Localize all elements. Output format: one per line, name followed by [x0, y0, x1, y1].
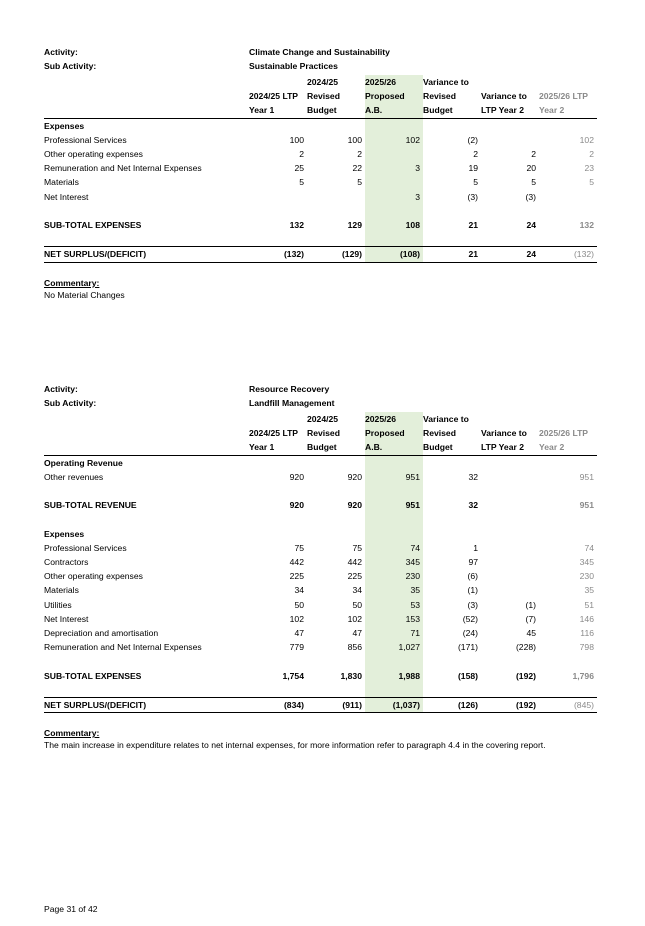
cell-value [365, 175, 423, 189]
cell-value: 951 [579, 471, 594, 482]
table-row [44, 612, 597, 626]
cell-value: 132 [579, 220, 594, 231]
cell-value [481, 498, 539, 512]
header-row-1 [44, 75, 597, 89]
cell-value: 21 [423, 247, 481, 262]
cell-value: (24) [462, 628, 478, 639]
activity-row [44, 47, 597, 61]
table-row [44, 598, 597, 612]
cell-value: 75 [294, 542, 304, 553]
row-label: SUB-TOTAL EXPENSES [44, 220, 142, 231]
col-header-l3: LTP Year 2 [481, 103, 539, 118]
row-label: Remuneration and Net Internal Expenses [44, 163, 202, 174]
cell-value: 97 [468, 557, 478, 567]
spacer-row [44, 232, 597, 247]
row-label: SUB-TOTAL EXPENSES [44, 670, 142, 681]
cell-value: 24 [481, 247, 539, 262]
col-header-l2: 2025/26 LTP [539, 91, 589, 102]
cell-value: (911) [307, 698, 365, 713]
header-row-3 [44, 103, 597, 118]
cell-value: 102 [579, 134, 594, 145]
activity-value: Climate Change and Sustainability [249, 47, 390, 57]
col-header-l3: Year 1 [249, 103, 307, 118]
cell-value: 3 [365, 190, 423, 204]
col-header-l3: Budget [423, 103, 481, 118]
cell-value: 20 [526, 163, 536, 174]
col-header-l2: 2024/25 LTP [249, 428, 299, 439]
cell-value: 146 [579, 613, 594, 624]
expenses-heading: Expenses [44, 120, 85, 131]
cell-value [481, 555, 539, 569]
cell-value: 225 [289, 571, 304, 582]
cell-value: 102 [289, 613, 304, 624]
table-row [44, 640, 597, 654]
cell-value: 230 [365, 569, 423, 583]
cell-value: 798 [579, 642, 594, 653]
row-label: Professional Services [44, 134, 127, 145]
activity-row [44, 384, 597, 398]
cell-value [481, 541, 539, 555]
cell-value: 22 [352, 163, 362, 174]
table-row [44, 133, 597, 147]
cell-value: 2 [531, 149, 536, 160]
cell-value: 47 [352, 628, 362, 639]
cell-value: 34 [294, 585, 304, 596]
cell-value: 19 [468, 163, 478, 174]
col-header-l2: 2025/26 LTP [539, 428, 589, 439]
cell-value: 1,988 [365, 669, 423, 683]
cell-value: 5 [357, 177, 362, 188]
budget-table [44, 75, 597, 263]
cell-value: (3) [467, 599, 478, 610]
row-label: NET SURPLUS/(DEFICIT) [44, 247, 249, 262]
cell-value: (171) [457, 642, 478, 653]
col-header-l1 [249, 412, 307, 426]
col-header-l3: A.B. [365, 103, 423, 118]
col-header-l2: Revised [423, 428, 456, 439]
cell-value: (3) [467, 191, 478, 202]
cell-value: 32 [468, 500, 478, 511]
cell-value: 102 [365, 133, 423, 147]
spacer-row [44, 484, 597, 498]
cell-value: 35 [584, 585, 594, 596]
activity-label: Activity: [44, 47, 78, 57]
cell-value: 2 [357, 149, 362, 160]
cell-value: 53 [365, 598, 423, 612]
header-row-2 [44, 89, 597, 103]
cell-value: 116 [580, 628, 594, 639]
expense-rows [44, 133, 597, 204]
spacer-row [44, 512, 597, 526]
row-label: Utilities [44, 599, 72, 610]
row-label: Other revenues [44, 471, 104, 482]
col-header-l3: Budget [423, 440, 481, 455]
cell-value: 45 [526, 628, 536, 639]
expenses-heading-row [44, 118, 597, 133]
row-label: Other operating expenses [44, 571, 143, 582]
row-label: Depreciation and amortisation [44, 628, 159, 639]
cell-value [481, 133, 539, 147]
section-sustainable-practices [44, 47, 597, 300]
row-label: Net Interest [44, 191, 89, 202]
cell-value: (7) [525, 613, 536, 624]
cell-value: 24 [526, 220, 536, 231]
commentary-title: Commentary: [44, 728, 100, 739]
cell-value: (3) [525, 191, 536, 202]
cell-value: 100 [347, 134, 362, 145]
cell-value: (1) [467, 585, 478, 596]
cell-value: (834) [249, 698, 307, 713]
row-label: Other operating expenses [44, 149, 143, 160]
cell-value: 442 [347, 557, 362, 567]
cell-value: 2 [589, 149, 594, 160]
col-header-l3: LTP Year 2 [481, 440, 539, 455]
row-label: Professional Services [44, 542, 127, 553]
cell-value: (192) [481, 698, 539, 713]
cell-value: 75 [352, 542, 362, 553]
cell-value: 1,754 [282, 670, 304, 681]
cell-value: (1,037) [365, 698, 423, 713]
cell-value: 153 [365, 612, 423, 626]
subactivity-row [44, 61, 597, 75]
row-label: NET SURPLUS/(DEFICIT) [44, 698, 249, 713]
cell-value: 951 [579, 500, 594, 511]
table-row [44, 555, 597, 569]
cell-value: (52) [462, 613, 478, 624]
subactivity-row [44, 398, 597, 412]
cell-value: 5 [531, 177, 536, 188]
cell-value [365, 147, 423, 161]
cell-value: 50 [294, 599, 304, 610]
col-header-l3: Year 2 [539, 440, 597, 455]
cell-value: 951 [365, 470, 423, 484]
col-header-l2: Proposed [365, 89, 423, 103]
subtotal-revenue-row [44, 498, 597, 512]
col-header-l2: Proposed [365, 426, 423, 440]
col-header-l2: 2024/25 LTP [249, 91, 299, 102]
cell-value: 132 [289, 220, 304, 231]
subtotal-expenses-row [44, 218, 597, 232]
col-header-l2: Variance to [481, 428, 527, 439]
cell-value [481, 470, 539, 484]
revenue-rows [44, 470, 597, 484]
cell-value: 2 [299, 149, 304, 160]
cell-value: 21 [468, 220, 478, 231]
cell-value: 1,027 [365, 640, 423, 654]
cell-value [481, 569, 539, 583]
header-row-1 [44, 412, 597, 426]
cell-value: 32 [468, 471, 478, 482]
cell-value: 100 [289, 134, 304, 145]
cell-value: 3 [365, 161, 423, 175]
col-header-l1 [481, 412, 539, 426]
cell-value: 23 [584, 163, 594, 174]
cell-value: (6) [467, 571, 478, 582]
cell-value: 50 [352, 599, 362, 610]
cell-value [481, 583, 539, 597]
cell-value: 920 [289, 471, 304, 482]
header-row-2 [44, 426, 597, 440]
cell-value: 1,830 [340, 670, 362, 681]
cell-value: 225 [347, 571, 362, 582]
section-landfill-management [44, 384, 597, 750]
subactivity-value: Sustainable Practices [249, 61, 338, 71]
activity-value: Resource Recovery [249, 384, 330, 394]
col-header-l3: Budget [307, 103, 365, 118]
col-header-l1: Variance to [423, 77, 469, 87]
cell-value: 920 [347, 471, 362, 482]
cell-value: 345 [579, 557, 594, 567]
expenses-heading: Expenses [44, 528, 85, 539]
expense-rows [44, 541, 597, 655]
cell-value: (158) [457, 670, 478, 681]
col-header-l1: Variance to [423, 414, 469, 424]
table-row [44, 569, 597, 583]
header-row-3 [44, 440, 597, 455]
cell-value: 5 [473, 177, 478, 188]
row-label: Contractors [44, 557, 89, 567]
col-header-l1 [539, 412, 597, 426]
cell-value: (132) [249, 247, 307, 262]
net-surplus-row [44, 698, 597, 713]
cell-value: 230 [579, 571, 594, 582]
cell-value: 129 [347, 220, 362, 231]
spacer-row [44, 654, 597, 668]
cell-value: 108 [365, 218, 423, 232]
cell-value: (845) [539, 698, 597, 713]
col-header-l1: 2024/25 [307, 77, 339, 87]
row-label: Net Interest [44, 613, 89, 624]
row-label: Materials [44, 177, 79, 188]
cell-value [249, 190, 307, 204]
cell-value: (132) [539, 247, 597, 262]
revenue-heading-row [44, 455, 597, 470]
col-header-l2: Revised [307, 91, 340, 102]
spacer-row [44, 683, 597, 698]
col-header-l2: Revised [307, 428, 340, 439]
cell-value: 51 [584, 599, 594, 610]
cell-value: 2 [473, 149, 478, 160]
col-header-l3: Budget [307, 440, 365, 455]
table-row [44, 147, 597, 161]
cell-value: 920 [347, 500, 362, 511]
cell-value [307, 190, 365, 204]
cell-value: 779 [289, 642, 304, 653]
subactivity-value: Landfill Management [249, 398, 335, 408]
cell-value: 74 [365, 541, 423, 555]
cell-value: (1) [525, 599, 536, 610]
table-row [44, 161, 597, 175]
cell-value: 35 [365, 583, 423, 597]
col-header-l1 [539, 75, 597, 89]
table-row [44, 583, 597, 597]
page-number: Page 31 of 42 [44, 904, 98, 914]
cell-value: (2) [467, 134, 478, 145]
subactivity-label: Sub Activity: [44, 398, 97, 408]
cell-value: 1 [473, 542, 478, 553]
col-header-l1: 2025/26 [365, 412, 423, 426]
table-row [44, 175, 597, 189]
cell-value: 920 [289, 500, 304, 511]
cell-value: (126) [423, 698, 481, 713]
col-header-l2: Variance to [481, 91, 527, 102]
table-row [44, 190, 597, 204]
commentary-title: Commentary: [44, 277, 100, 288]
net-surplus-row [44, 247, 597, 262]
cell-value: 71 [365, 626, 423, 640]
cell-value: 102 [347, 613, 362, 624]
cell-value: 47 [294, 628, 304, 639]
col-header-l3: Year 2 [539, 103, 597, 118]
commentary-text: No Material Changes [44, 289, 125, 300]
subactivity-label: Sub Activity: [44, 61, 97, 71]
col-header-l1: 2024/25 [307, 414, 339, 424]
col-header-l1 [481, 75, 539, 89]
activity-label: Activity: [44, 384, 78, 394]
cell-value: 74 [584, 542, 594, 553]
col-header-l1: 2025/26 [365, 75, 423, 89]
budget-table [44, 412, 597, 713]
col-header-l1 [249, 75, 307, 89]
expenses-heading-row [44, 527, 597, 541]
cell-value: 345 [365, 555, 423, 569]
cell-value: (129) [307, 247, 365, 262]
commentary-text: The main increase in expenditure relates to net internal expenses, for more information refer to paragraph 4.4 in the covering report. [44, 740, 546, 751]
cell-value: (228) [515, 642, 536, 653]
cell-value: 856 [347, 642, 362, 653]
table-row [44, 470, 597, 484]
col-header-l2: Revised [423, 91, 456, 102]
cell-value: (108) [365, 247, 423, 262]
row-label: Remuneration and Net Internal Expenses [44, 642, 202, 653]
cell-value: 34 [352, 585, 362, 596]
row-label: Materials [44, 585, 79, 596]
cell-value [539, 190, 597, 204]
col-header-l3: A.B. [365, 440, 423, 455]
cell-value: 5 [299, 177, 304, 188]
cell-value: 1,796 [572, 670, 594, 681]
col-header-l3: Year 1 [249, 440, 307, 455]
cell-value: 5 [589, 177, 594, 188]
row-label: SUB-TOTAL REVENUE [44, 500, 137, 511]
table-row [44, 626, 597, 640]
subtotal-expenses-row [44, 669, 597, 683]
cell-value: 951 [365, 498, 423, 512]
cell-value: 442 [289, 557, 304, 567]
cell-value: 25 [294, 163, 304, 174]
table-row [44, 541, 597, 555]
cell-value: (192) [515, 670, 536, 681]
revenue-heading: Operating Revenue [44, 457, 123, 468]
spacer-row [44, 204, 597, 218]
